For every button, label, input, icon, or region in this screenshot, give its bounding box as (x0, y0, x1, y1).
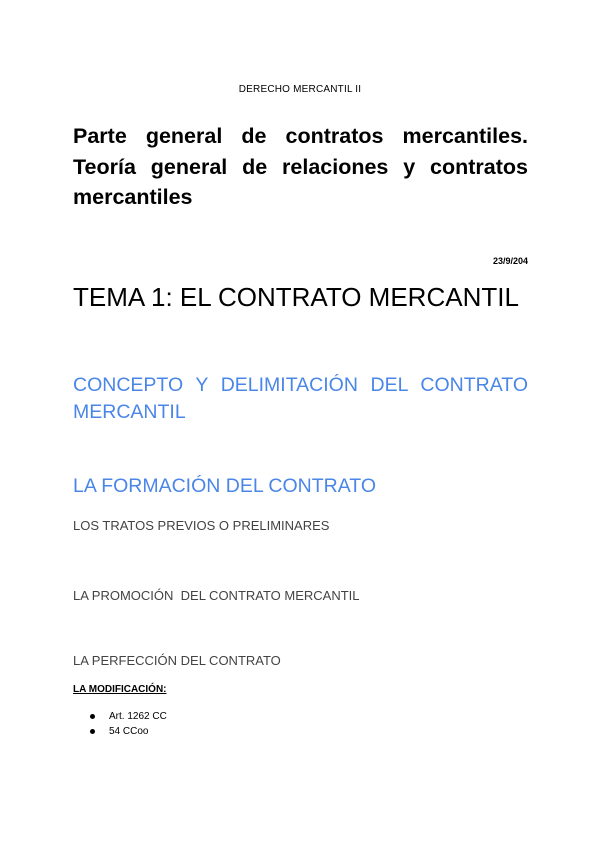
date-label: 23/9/204 (492, 256, 528, 266)
list-item-text: Art. 1262 CC (109, 711, 167, 722)
list-item (73, 709, 167, 724)
bullet-icon (90, 714, 95, 719)
section-heading-concepto: CONCEPTO Y DELIMITACIÓN DEL CONTRATO MERCANTIL (73, 374, 528, 423)
modificacion-list (73, 709, 167, 739)
section-heading-formacion: LA FORMACIÓN DEL CONTRATO (73, 475, 377, 497)
bullet-icon (90, 729, 95, 734)
running-header: DERECHO MERCANTIL II (238, 84, 362, 95)
list-item-text: 54 CCoo (109, 726, 149, 737)
subsection-heading-tratos: LOS TRATOS PREVIOS O PRELIMINARES (73, 518, 330, 533)
list-item (73, 724, 167, 739)
subsection-heading-promocion: LA PROMOCIÓN DEL CONTRATO MERCANTIL (73, 588, 360, 603)
modificacion-heading: LA MODIFICACIÓN: (73, 684, 167, 695)
document-title: Parte general de contratos mercantiles. Teoría general de relaciones y contratos mercantiles (73, 124, 528, 209)
chapter-heading: TEMA 1: EL CONTRATO MERCANTIL (73, 282, 519, 312)
subsection-heading-perfeccion: LA PERFECCIÓN DEL CONTRATO (73, 653, 281, 668)
